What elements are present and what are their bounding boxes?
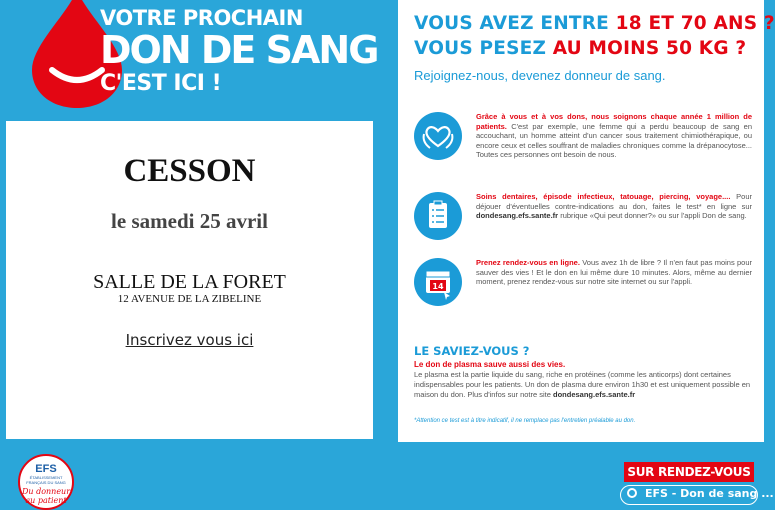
did-you-know-body: Le plasma est la partie liquide du sang, riche en protéines (comme les anticorps) dont certaines indispensables pour les patients. Un don de plasma dure environ 1h30 et est uniquement possible en maison du don. Plus d'infos sur notre site bbox=[414, 370, 751, 399]
efs-logo-tagline: Du donneur au patient bbox=[21, 487, 71, 505]
efs-logo-text: EFS bbox=[35, 463, 57, 475]
info-text-patients bbox=[476, 112, 752, 160]
event-venue: SALLE DE LA FORET bbox=[93, 271, 286, 293]
event-card bbox=[6, 121, 373, 439]
did-you-know-text bbox=[414, 370, 754, 400]
title-weight-min: AU MOINS 50 KG ? bbox=[552, 38, 747, 59]
event-date: le samedi 25 avril bbox=[111, 209, 268, 233]
info-text-appointment bbox=[476, 258, 752, 287]
join-tagline: Rejoignez-nous, devenez donneur de sang. bbox=[414, 68, 666, 83]
checklist-icon bbox=[414, 192, 462, 240]
title-weight-prefix: VOUS PESEZ bbox=[414, 38, 553, 59]
info-body-contraindications: Pour déjouer d'éventuelles contre-indications au don, faites le test* en ligne sur bbox=[476, 192, 752, 211]
efs-logo-subtext: ÉTABLISSEMENT FRANÇAIS DU SANG bbox=[26, 475, 66, 485]
info-body-patients: C'est par exemple, une femme qui a perdu beaucoup de sang en accouchant, un homme atteint d'un cancer sous traitement chimiothérapique, ou encore ceux et celles souffrant de maladies chroniques comme la drépanocytose... Toutes ces personnes ont besoin de nous. bbox=[476, 121, 752, 159]
hero-headline bbox=[100, 6, 377, 98]
title-age-prefix: VOUS AVEZ ENTRE bbox=[414, 13, 616, 34]
info-text-contraindications bbox=[476, 192, 752, 221]
search-pill-text: EFS - Don de sang ... bbox=[645, 487, 774, 500]
footnote: *Attention ce test est à titre indicatif, il ne remplace pas l'entretien préalable au don. bbox=[414, 418, 636, 424]
info-item-appointment bbox=[414, 258, 754, 308]
appointment-badge: SUR RENDEZ-VOUS bbox=[624, 462, 754, 482]
register-link[interactable]: Inscrivez vous ici bbox=[125, 331, 254, 349]
info-em-appointment: Prenez rendez-vous en ligne. bbox=[476, 258, 580, 267]
event-city: CESSON bbox=[123, 153, 256, 189]
did-you-know-section bbox=[414, 344, 754, 400]
title-age-range: 18 ET 70 ANS ? bbox=[615, 13, 775, 34]
did-you-know-title: LE SAVIEZ-VOUS ? bbox=[414, 344, 530, 358]
event-address: 12 AVENUE DE LA ZIBELINE bbox=[117, 293, 262, 305]
heart-hands-icon bbox=[414, 112, 462, 160]
info-site-link: dondesang.efs.sante.fr bbox=[476, 211, 559, 220]
calendar-day-number: 14 bbox=[432, 282, 444, 291]
search-pill bbox=[620, 485, 774, 505]
did-you-know-subtitle: Le don de plasma sauve aussi des vies. bbox=[414, 360, 566, 369]
hero-line-2: DON DE SANG bbox=[100, 28, 378, 72]
info-em-patients: Grâce à vous et à vos dons, nous soignons chaque année 1 million de patients. bbox=[476, 112, 752, 131]
hero-line-3: C'EST ICI ! bbox=[100, 71, 222, 96]
did-you-know-site: dondesang.efs.sante.fr bbox=[553, 390, 636, 399]
info-body-appointment: Vous avez 1h de libre ? Il n'en faut pas moins pour sauver des vies ! Et le don en lui même dure 10 minutes. Alors, même au dernier moment, prenez rendez-vous sur notre site internet ou sur l'appli. bbox=[476, 258, 753, 286]
info-item-patients bbox=[414, 112, 754, 172]
efs-logo bbox=[18, 454, 74, 510]
info-body-contraindications-2: rubrique «Qui peut donner?» ou sur l'appli Don de sang. bbox=[558, 211, 747, 220]
info-em-contraindications: Soins dentaires, épisode infectieux, tatouage, piercing, voyage.... bbox=[476, 192, 731, 201]
info-panel bbox=[398, 0, 775, 442]
search-icon bbox=[627, 488, 637, 498]
hero-line-1: VOTRE PROCHAIN bbox=[100, 6, 303, 30]
calendar-icon bbox=[414, 258, 462, 306]
eligibility-title bbox=[414, 11, 775, 61]
info-item-contraindications bbox=[414, 192, 754, 242]
